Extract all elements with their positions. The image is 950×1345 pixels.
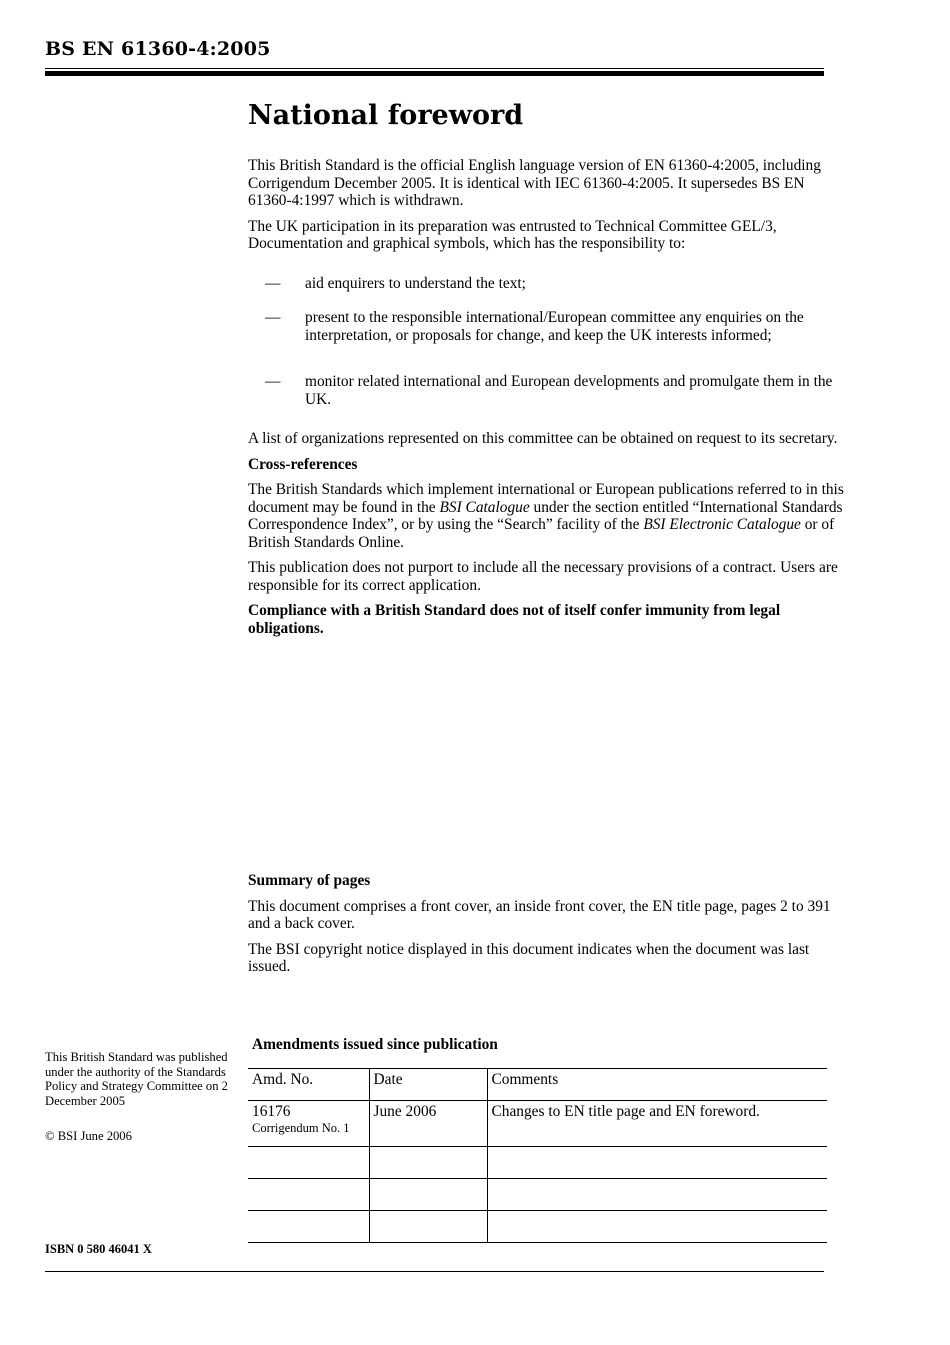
page-title: National foreword bbox=[248, 100, 524, 131]
amendment-number: 16176 bbox=[252, 1103, 291, 1120]
amendments-heading: Amendments issued since publication bbox=[252, 1036, 498, 1053]
publication-sidebar bbox=[45, 1050, 230, 1144]
provisions-paragraph: This publication does not purport to include all the necessary provisions of a contract. Users are responsible for its correct application. bbox=[248, 559, 838, 594]
intro-paragraph-2: The UK participation in its preparation was entrusted to Technical Committee GEL/3, Documentation and graphical symbols, which has the responsibility to: bbox=[248, 217, 777, 252]
intro-section bbox=[248, 157, 848, 253]
document-id: BS EN 61360-4:2005 bbox=[45, 38, 271, 60]
committee-list-note: A list of organizations represented on this committee can be obtained on request to its secretary. bbox=[248, 430, 838, 447]
bsi-catalogue-title: BSI Catalogue bbox=[439, 498, 530, 516]
intro-paragraph-1: This British Standard is the official English language version of EN 61360-4:2005, including Corrigendum December 2005. It is identical with IEC 61360-4:2005. It supersedes BS EN 61360-4:1997 which is withdrawn. bbox=[248, 157, 821, 209]
list-item-text: aid enquirers to understand the text; bbox=[305, 275, 526, 292]
summary-section bbox=[248, 872, 848, 976]
header-rule-thin bbox=[45, 68, 824, 69]
publication-note: This British Standard was published under the authority of the Standards Policy and Strategy Committee on 2 December 2005 bbox=[45, 1050, 228, 1108]
amendment-date: June 2006 bbox=[369, 1101, 487, 1147]
table-row bbox=[248, 1101, 827, 1147]
table-row bbox=[248, 1211, 827, 1243]
dash-bullet: — bbox=[265, 373, 281, 390]
dash-bullet: — bbox=[265, 309, 281, 326]
table-row bbox=[248, 1147, 827, 1179]
list-item-text: monitor related international and European developments and promulgate them in the UK. bbox=[305, 373, 833, 408]
cross-references-paragraph: The British Standards which implement international or European publications referred to in this document may be found in the BSI Catalogue under the section entitled “International Standards Correspondence Index”, or by using the “Search” facility of the BSI Electronic Catalogue or of British Standards Online. bbox=[248, 481, 844, 551]
compliance-statement: Compliance with a British Standard does not of itself confer immunity from legal obligations. bbox=[248, 602, 781, 637]
list-item-text: present to the responsible international/European committee any enquiries on the interpretation, or proposals for change, and keep the UK interests informed; bbox=[305, 309, 804, 344]
summary-paragraph-1: This document comprises a front cover, an inside front cover, the EN title page, pages 2 to 391 and a back cover. bbox=[248, 897, 831, 932]
amendment-number-cell bbox=[248, 1101, 369, 1147]
summary-paragraph-2: The BSI copyright notice displayed in this document indicates when the document was last issued. bbox=[248, 940, 810, 975]
summary-heading: Summary of pages bbox=[248, 872, 371, 889]
column-header: Date bbox=[369, 1069, 487, 1101]
amendments-table bbox=[248, 1068, 827, 1243]
bsi-electronic-catalogue-title: BSI Electronic Catalogue bbox=[643, 516, 801, 533]
column-header: Comments bbox=[487, 1069, 827, 1101]
header-rule-thick bbox=[45, 71, 824, 76]
amendment-comments: Changes to EN title page and EN foreword. bbox=[487, 1101, 827, 1147]
dash-bullet: — bbox=[265, 275, 281, 292]
cross-references-section bbox=[248, 430, 848, 637]
copyright-notice: © BSI June 2006 bbox=[45, 1129, 132, 1144]
footer-rule bbox=[45, 1271, 824, 1272]
table-row bbox=[248, 1179, 827, 1211]
column-header: Amd. No. bbox=[248, 1069, 369, 1101]
isbn: ISBN 0 580 46041 X bbox=[45, 1242, 152, 1256]
table-header-row bbox=[248, 1069, 827, 1101]
cross-references-heading: Cross-references bbox=[248, 455, 358, 473]
amendment-note: Corrigendum No. 1 bbox=[252, 1121, 350, 1135]
